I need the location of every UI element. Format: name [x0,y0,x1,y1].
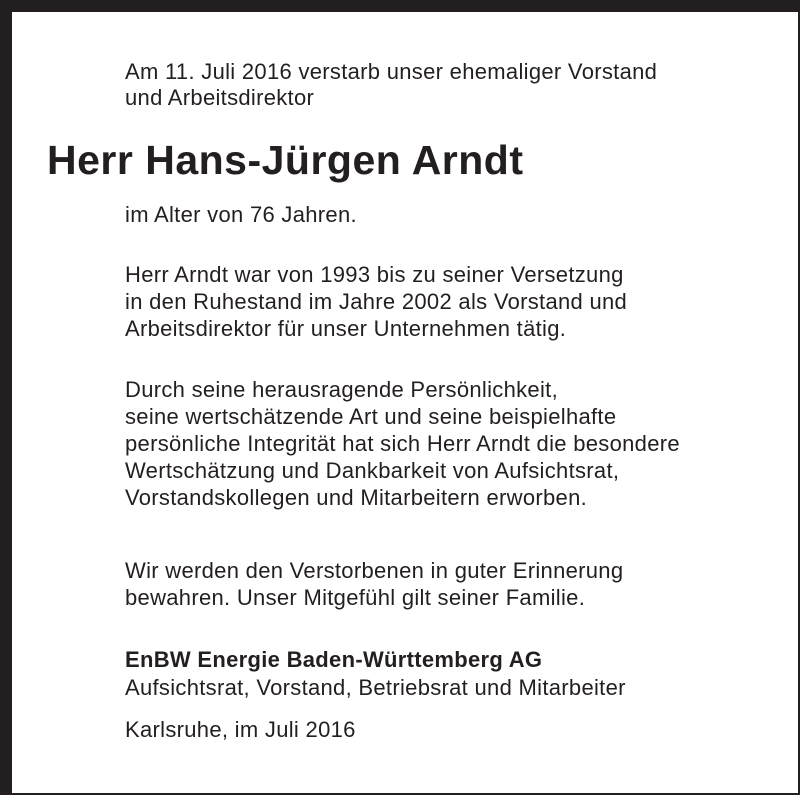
paragraph2-line: persönliche Integrität hat sich Herr Arndt die besondere [125,431,680,456]
age-line: im Alter von 76 Jahren. [125,202,357,227]
obituary-notice [12,12,798,793]
company-name: EnBW Energie Baden-Württemberg AG [125,647,543,672]
paragraph1-line: Herr Arndt war von 1993 bis zu seiner Versetzung [125,262,624,287]
signatories: Aufsichtsrat, Vorstand, Betriebsrat und Mitarbeiter [125,675,626,700]
place-date: Karlsruhe, im Juli 2016 [125,717,356,742]
paragraph2-line: Vorstandskollegen und Mitarbeitern erworben. [125,485,588,510]
paragraph3-line: Wir werden den Verstorbenen in guter Erinnerung [125,558,624,583]
deceased-name: Herr Hans-Jürgen Arndt [47,137,524,183]
paragraph2-line: seine wertschätzende Art und seine beispielhafte [125,404,617,429]
paragraph3-line: bewahren. Unser Mitgefühl gilt seiner Familie. [125,585,586,610]
paragraph2-line: Wertschätzung und Dankbarkeit von Aufsichtsrat, [125,458,620,483]
intro-line: und Arbeitsdirektor [125,85,315,110]
paragraph1-line: in den Ruhestand im Jahre 2002 als Vorstand und [125,289,628,314]
intro-line: Am 11. Juli 2016 verstarb unser ehemaliger Vorstand [125,59,658,84]
paragraph2-line: Durch seine herausragende Persönlichkeit, [125,377,558,402]
paragraph1-line: Arbeitsdirektor für unser Unternehmen tätig. [125,316,567,341]
